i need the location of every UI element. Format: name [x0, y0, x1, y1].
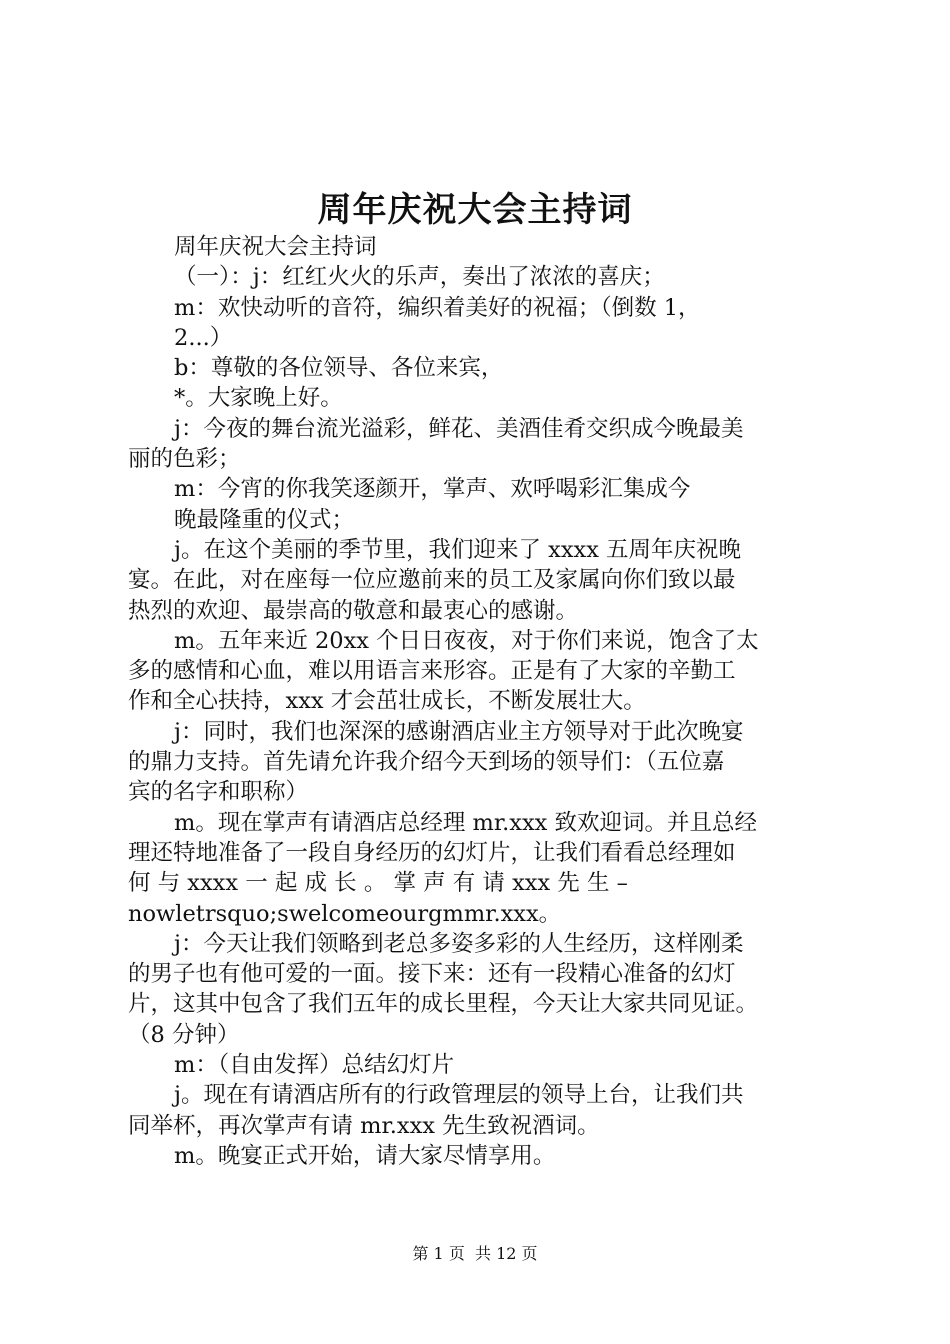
paragraph-line: 2...） [174, 324, 233, 351]
paragraph-line: 多的感情和心血，难以用语言来形容。正是有了大家的辛勤工 [128, 658, 736, 685]
paragraph-line: j：今天让我们领略到老总多姿多彩的人生经历，这样刚柔 [174, 930, 744, 957]
paragraph-line: 丽的色彩； [128, 446, 241, 473]
paragraph-line: m：今宵的你我笑逐颜开，掌声、欢呼喝彩汇集成今 [174, 476, 691, 503]
document-body [128, 232, 848, 1171]
paragraph-line: j。在这个美丽的季节里，我们迎来了 xxxx 五周年庆祝晚 [174, 536, 742, 563]
paragraph-line: m。现在掌声有请酒店总经理 mr.xxx 致欢迎词。并且总经 [174, 809, 757, 836]
paragraph-line: 宴。在此，对在座每一位应邀前来的员工及家属向你们致以最 [128, 567, 736, 594]
paragraph-line: （8 分钟） [128, 1021, 240, 1048]
paragraph-line: m：欢快动听的音符，编织着美好的祝福；（倒数 1， [174, 294, 701, 321]
paragraph-line: 晚最隆重的仪式； [174, 506, 355, 533]
paragraph-line: j。现在有请酒店所有的行政管理层的领导上台，让我们共 [174, 1082, 744, 1109]
paragraph-line: m。晚宴正式开始，请大家尽情享用。 [174, 1142, 556, 1169]
paragraph-line: *。大家晚上好。 [174, 385, 343, 412]
paragraph-line: 片，这其中包含了我们五年的成长里程，今天让大家共同见证。 [128, 991, 759, 1018]
paragraph-line: j：同时，我们也深深的感谢酒店业主方领导对于此次晚宴 [174, 718, 744, 745]
paragraph-line: b：尊敬的各位领导、各位来宾， [174, 355, 504, 382]
paragraph-line: 理还特地准备了一段自身经历的幻灯片，让我们看看总经理如 [128, 839, 736, 866]
paragraph-line: m：（自由发挥）总结幻灯片 [174, 1052, 455, 1079]
paragraph-line: 何 与 xxxx 一 起 成 长 。 掌 声 有 请 xxx 先 生 – [128, 870, 628, 897]
paragraph-line: （一）：j：红红火火的乐声，奏出了浓浓的喜庆； [174, 264, 665, 291]
paragraph-line: j：今夜的舞台流光溢彩，鲜花、美酒佳肴交织成今晚最美 [174, 415, 744, 442]
paragraph-line: 的鼎力支持。首先请允许我介绍今天到场的领导们：（五位嘉 [128, 749, 725, 776]
document-title: 周年庆祝大会主持词 [317, 190, 633, 230]
paragraph-line: 同举杯，再次掌声有请 mr.xxx 先生致祝酒词。 [128, 1112, 600, 1139]
paragraph-line: 周年庆祝大会主持词 [174, 234, 377, 260]
paragraph-line: nowletrsquo;swelcomeourgmmr.xxx。 [128, 900, 562, 927]
paragraph-line: 的男子也有他可爱的一面。接下来：还有一段精心准备的幻灯 [128, 961, 736, 988]
page-number-footer: 第 1 页 共 12 页 [412, 1244, 538, 1263]
paragraph-line: m。五年来近 20xx 个日日夜夜，对于你们来说，饱含了太 [174, 627, 759, 654]
paragraph-line: 宾的名字和职称） [128, 779, 309, 806]
paragraph-line: 热烈的欢迎、最崇高的敬意和最衷心的感谢。 [128, 597, 579, 624]
paragraph-line: 作和全心扶持，xxx 才会茁壮成长，不断发展壮大。 [128, 688, 646, 715]
